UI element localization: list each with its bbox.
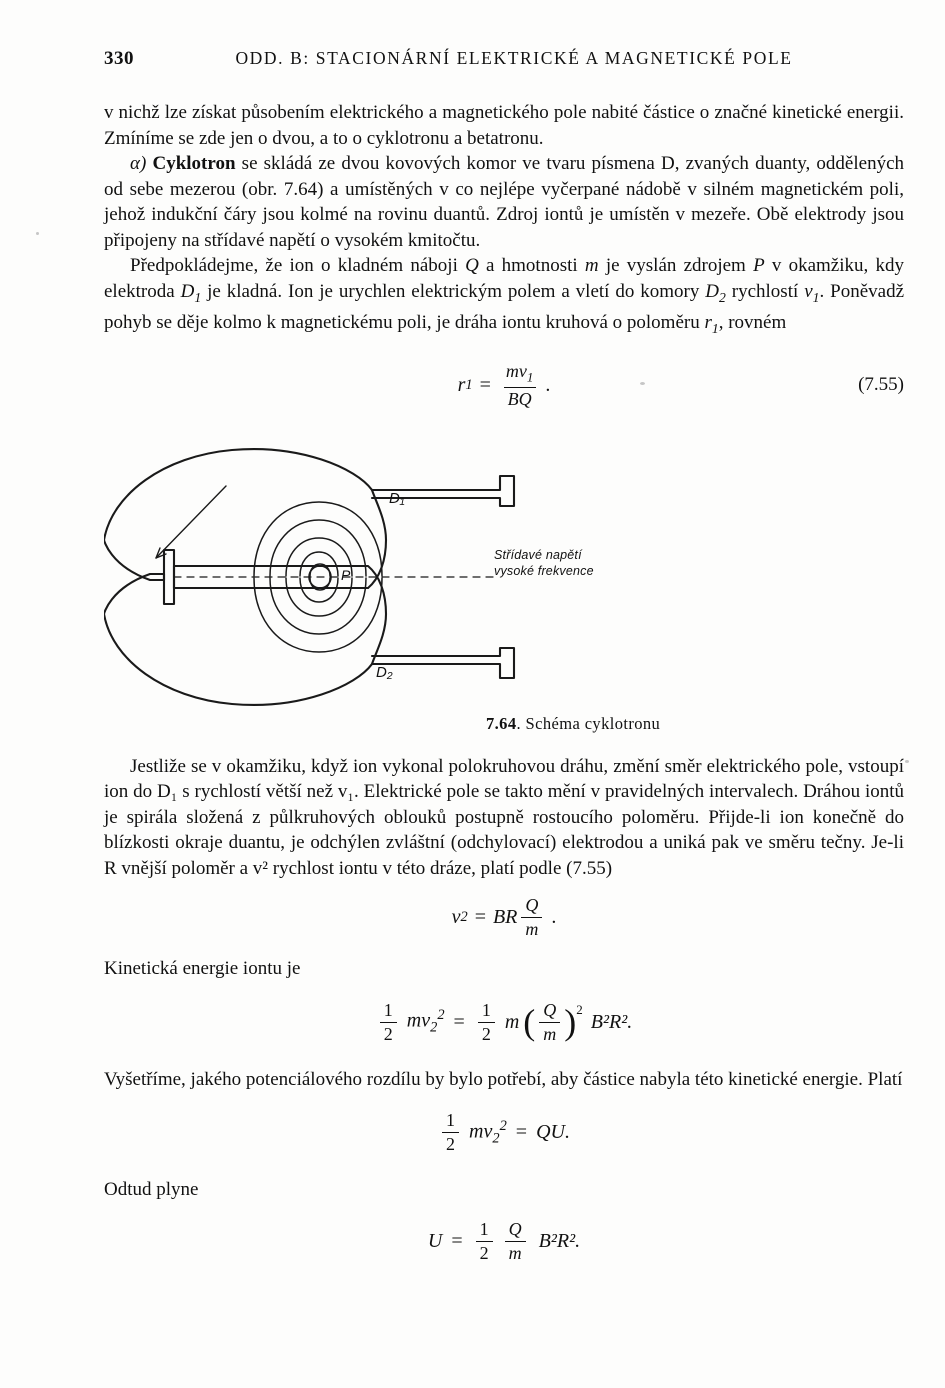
eq755-fraction [502,361,537,410]
equ-half-num: 1 [479,1218,489,1239]
figure-caption-number: 7.64 [486,713,517,733]
eq755-period: . [545,373,551,396]
eqv2-numerator: Q [525,895,539,916]
paragraph-spiral-text: Jestliže se v okamžiku, když ion vykonal polokruhovou dráhu, změní směr elektrického pole, vstoupí ion do D₁ s rychlostí větší než v₁. Elektrické pole se takto mění v pravidelných intervalech. Dráhou iontů je spirála složená z půlkruhových oblouků postupně rostoucího poloměru. Přijde-li ion konečně do blízkosti okraje duantu, je odchýlen zvláštní (odchylovací) elektrodou a uniká pak ve směru tečny. Je-li R vnější poloměr a v² rychlost iontu v této dráze, platí podle (7.55) [104,755,904,879]
eqqu-rhs: QU. [536,1121,570,1144]
eq755-denominator: BQ [504,387,536,410]
figure-caption [486,714,660,734]
eqkin-half1-den: 2 [380,1022,397,1045]
eqv2-lhs: v [451,906,461,929]
body-column [104,100,904,1276]
page-number: 330 [104,48,134,69]
scan-speck [36,232,39,235]
eqqu-term: $mv_2^2$ [469,1117,507,1147]
paragraph-assumption [104,253,904,341]
equ-qm-den: m [505,1241,526,1264]
paragraph-odtud: Odtud plyne [104,1179,199,1201]
eqqu-half-num: 1 [446,1110,456,1131]
eqv2-fraction [521,895,542,940]
eq755-numerator: $mv_1$ [505,361,534,385]
eqv2-lhs-sub: 2 [460,909,468,926]
assumption-text-c: je vyslán zdrojem [598,255,754,276]
scan-speck [905,760,909,763]
equ-half-den: 2 [476,1241,493,1264]
eqkin-half-1 [380,1000,397,1045]
assumption-text-h: , rovném [718,311,787,333]
list-marker-alpha: α) [130,153,147,174]
equ-qm-num: Q [508,1218,522,1239]
eqv2-equals: = [474,906,486,929]
paragraph-intro: v nichž lze získat působením elektrického a magnetického pole nabité částice o značné kinetické energii. Zmíníme se zde jen o dvou, a to o cyklotronu a betatronu. [104,102,904,149]
assumption-text-e: je kladná. Ion je urychlen elektrickým polem a vletí do komory [201,280,706,302]
symbol-v1-sub: 1 [812,289,820,305]
eqkin-qm-num: Q [543,999,557,1020]
eqkin-half1-num: 1 [383,999,393,1020]
eqkin-tail: B²R². [590,1010,633,1033]
eqkin-term1: $mv_2^2$ [406,1007,445,1037]
equation-qu [104,1110,904,1155]
eqkin-mass: m [504,1010,520,1033]
figure-7-64 [104,428,904,738]
symbol-r1: r [704,311,712,333]
figure-label-p: P [341,566,351,583]
eqv2-period: . [551,906,557,929]
equation-kinetic [104,1000,904,1045]
equation-number-755: (7.55) [858,374,904,396]
assumption-text-g: . Poněvadž pohyb se děje kolmo k magnetickému poli, je dráha iontu kruhová o poloměru [104,280,904,333]
eq755-lhs-sub: 1 [465,376,473,393]
equation-u [104,1219,904,1264]
eqkin-qm-den: m [539,1022,560,1045]
eqv2-denominator: m [521,917,542,940]
eqkin-half-2 [478,1000,495,1045]
symbol-D2-sub: 2 [719,289,726,305]
figure-note-line1: Střídavé napětí [494,547,582,562]
paragraph-cyklotron [104,151,904,253]
eqkin-half2-num: 1 [481,999,491,1020]
figure-label-d2: D₂ [376,663,393,681]
equ-qm-fraction [505,1219,526,1264]
assumption-text-b: a hmotnosti [478,255,585,276]
eqkin-qm-fraction [539,1000,560,1045]
equ-lhs: U [427,1229,443,1252]
eqqu-half-den: 2 [442,1132,459,1155]
eqkin-equals: = [453,1010,465,1033]
equation-7-55 [104,361,904,410]
paragraph-spiral [104,754,904,882]
equation-v2 [104,895,904,940]
equ-tail: B²R². [538,1229,581,1252]
eqkin-exponent: 2 [576,1001,583,1017]
symbol-D1: D [180,280,195,302]
eqkin-half2-den: 2 [478,1022,495,1045]
eqkin-paren-group [523,1000,583,1045]
eq755-equals: = [479,373,491,396]
figure-caption-text: . Schéma cyklotronu [516,713,661,733]
paren-open: ( [523,1001,536,1042]
eqqu-half [442,1110,459,1155]
assumption-text-a: Předpokládejme, že ion o kladném náboji [130,255,466,276]
term-cyklotron: Cyklotron [152,153,236,174]
symbol-r1-sub: 1 [711,320,719,336]
symbol-v1: v [804,280,813,302]
figure-note-line2: vysoké frekvence [494,563,594,578]
paragraph-cyklotron-text: se skládá ze dvou kovových komor ve tvaru písmena D, zvaných duanty, oddělených od sebe mezerou (obr. 7.64) a umístěných v co nejlépe vyčerpané nádobě v silném magnetickém poli, jehož indukční čáry jsou kolmé na rovinu duantů. Zdroj iontů je umístěn v mezeře. Obě elektrody jsou připojeny na střídavé napětí o vysokém kmitočtu. [104,153,905,251]
eq755-lhs: r [457,373,466,396]
page-header [104,48,904,70]
symbol-P: P [753,255,765,276]
assumption-text-d: v okamžiku, kdy elektroda [104,255,904,302]
paren-close: ) [564,1001,577,1042]
equ-half [476,1219,493,1264]
symbol-m: m [584,255,599,276]
assumption-text-f: rychlostí [725,280,805,302]
eqqu-equals: = [515,1121,528,1144]
symbol-Q: Q [465,255,479,276]
symbol-D1-sub: 1 [194,289,202,305]
eqv2-factor: BR [492,906,518,929]
equ-equals: = [451,1229,463,1252]
symbol-D2: D [705,280,720,302]
paragraph-potential: Vyšetříme, jakého potenciálového rozdílu by bylo potřebí, aby částice nabyla této kinetické energie. Platí [104,1068,903,1090]
paragraph-kinetic: Kinetická energie iontu je [104,958,301,980]
figure-label-d1: D₁ [389,489,405,507]
running-head: ODD. B: STACIONÁRNÍ ELEKTRICKÉ A MAGNETICKÉ POLE [235,48,793,68]
